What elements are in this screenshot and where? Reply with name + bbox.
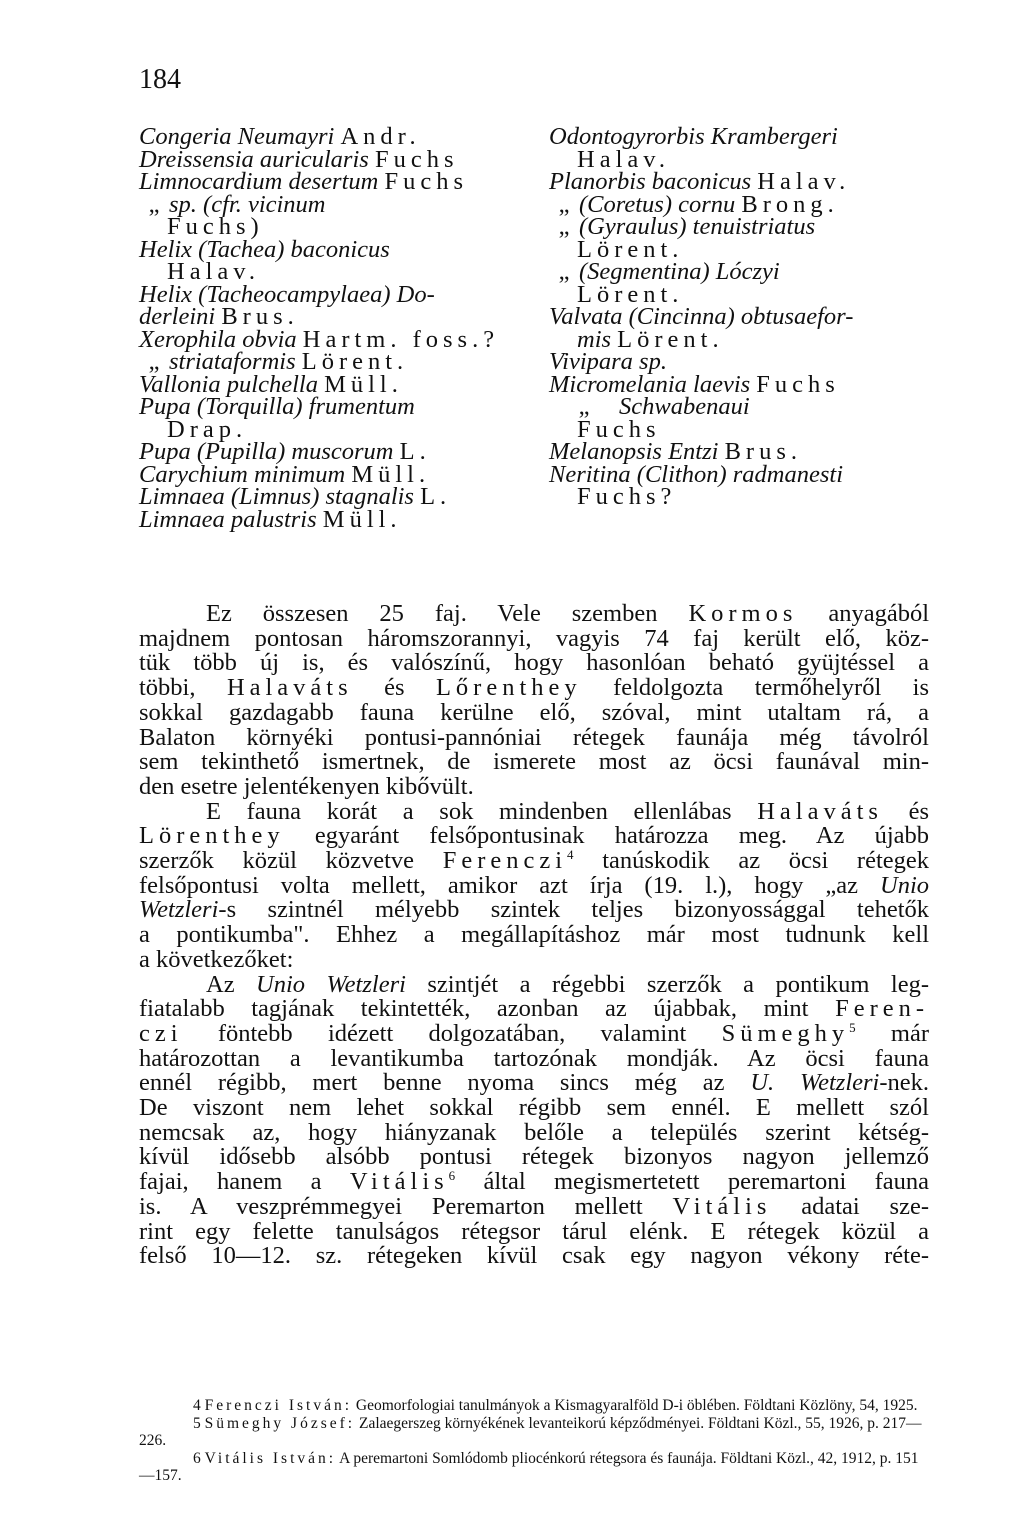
footnote: 6 Vitális István: A peremartoni Somlódomb pliocénkorú rétegsora és faunája. Földtani Közl., 42, 1912, p. 151—157.	[139, 1449, 919, 1485]
body-line: majdnem pontosan háromszorannyi, vagyis 74 faj került elő, köz-	[139, 624, 929, 652]
species-name: Limnocardium desertum	[139, 168, 379, 195]
species-name: Micromelania laevis	[549, 370, 751, 398]
body-line: felsőpontusi volta mellett, amikor azt írja (19. l.), hogy „az Unio	[139, 871, 930, 899]
species-entry	[549, 483, 853, 510]
species-name: Melanopsis Entzi	[549, 438, 719, 465]
species-name: Odontogyrorbis Krambergeri	[549, 123, 838, 150]
footnote: 5 Sümeghy József: Zalaegerszeg környékének levanteikorú képződményei. Földtani Közl., 55, 1926, p. 217—226.	[139, 1414, 922, 1450]
species-name: Dreissensia auricularis	[139, 145, 369, 173]
species-author: Lörent.	[577, 280, 684, 308]
body-line: Balaton környéki pontusi-pannóniai rétegek faunája még távolról	[139, 723, 929, 751]
footnote-ref: 5	[849, 1019, 856, 1035]
species-author: Fuchs	[577, 415, 661, 443]
species-name: Neritina (Clithon) radmanesti	[549, 460, 843, 488]
body-line: többi, Halaváts és Lőrenthey feldolgozta termőhelyről is	[139, 674, 930, 702]
ditto-mark: „	[558, 213, 570, 240]
species-author: Hartm. foss.?	[302, 325, 500, 353]
species-name: Vallonia pulchella	[139, 370, 318, 398]
body-line: fajai, hanem a Vitális$^6$ által megismertetett peremartoni fauna	[139, 1168, 930, 1196]
body-line: a következőket:	[139, 945, 294, 973]
species-name: Xerophila obvia	[139, 325, 297, 353]
species-name: Carychium minimum	[139, 460, 346, 488]
body-line: felső 10—12. sz. rétegeken kívül csak egy nagyon vékony réte-	[139, 1242, 929, 1270]
page-number: 184	[139, 64, 181, 95]
species-name: (Segmentina) Lóczyi	[579, 258, 780, 285]
author-name: Vitális	[349, 1168, 449, 1196]
body-line: sem tekinthető ismertnek, de ismerete most az öcsi faunával min-	[139, 748, 929, 776]
body-line: fiatalabb tagjának tekintették, azonban az újabbak, mint Feren-	[139, 995, 930, 1023]
species-author: Drap.	[167, 415, 248, 443]
footnote-author: Vitális István:	[204, 1449, 337, 1467]
species-author: Fuchs	[374, 145, 459, 173]
body-line: rint egy felette tanulságos rétegsor tárul elénk. E rétegek közül a	[139, 1217, 929, 1245]
species-author: Müll.	[324, 370, 403, 398]
body-line: a pontikumba". Ehhez a megállapításhoz már most tudnunk kell	[139, 921, 929, 949]
body-line: ennél régibb, mert benne nyoma sincs még az U. Wetzleri-nek.	[139, 1069, 930, 1097]
ditto-mark: „	[558, 190, 570, 218]
author-name: Feren-	[835, 995, 930, 1023]
body-line: Lörenthey egyaránt felsőpontusinak határozza meg. Az újabb	[139, 822, 929, 850]
footnotes	[139, 1397, 929, 1485]
species-author: Fuchs	[756, 370, 840, 398]
species-author: Andr.	[340, 123, 421, 150]
ditto-mark: „	[148, 190, 160, 218]
author-name: Halaváts	[757, 797, 883, 825]
species-author: Brus.	[221, 303, 299, 330]
species-author: Müll.	[351, 460, 431, 488]
species-author: L.	[420, 483, 452, 510]
body-line: tük több új is, és valószínű, hogy hasonlóan beható gyüjtéssel a	[139, 649, 929, 677]
species-author: Lörent.	[617, 325, 724, 353]
footnote-ref: 6	[448, 1168, 456, 1184]
body-line: kívül idősebb alsóbb pontusi rétegek bizonyos nagyon jellemző	[139, 1143, 929, 1171]
species-author: Brong.	[741, 190, 839, 218]
author-name: Sümeghy	[721, 1019, 850, 1047]
footnote: 4 Ferenczi István: Geomorfologiai tanulmányok a Kismagyaralföld D-i öblében. Földtani Közlöny, 54, 1925.	[193, 1397, 918, 1414]
body-text	[139, 602, 929, 1269]
body-line: határozottan a levantikumba tartozónak mondják. Az öcsi fauna	[139, 1044, 929, 1072]
species-list-right	[549, 123, 854, 510]
species-name: Limnaea palustris	[139, 505, 317, 533]
author-name: Lörenthey	[139, 822, 285, 850]
species-name: sp. (cfr. vicinum	[169, 190, 326, 218]
body-line: is. A veszprémmegyei Peremarton mellett Vitális adatai sze-	[139, 1192, 929, 1220]
author-name: czi	[139, 1019, 183, 1047]
species-author: Halav.	[757, 168, 851, 195]
species-author: Fuchs?	[577, 483, 677, 510]
species-author: Müll.	[322, 505, 402, 533]
body-line: Az Unio Wetzleri szintjét a régebbi szerzők a pontikum leg-	[206, 970, 929, 998]
species-name: Congeria Neumayri	[139, 123, 335, 150]
species-name: Pupa (Pupilla) muscorum	[139, 438, 394, 465]
species-name: Schwabenaui	[619, 393, 750, 420]
footnote-author: Sümeghy József:	[204, 1414, 356, 1432]
ditto-mark: „	[578, 393, 590, 420]
author-name: Vitális	[672, 1192, 772, 1220]
species-author: Lörent.	[301, 348, 409, 375]
species-author: Brus.	[724, 438, 803, 465]
species-entry	[139, 505, 499, 533]
ditto-mark: „	[148, 348, 160, 375]
species-author: Lörent.	[577, 235, 684, 263]
species-name: Vivipara sp.	[549, 348, 667, 375]
species-name: Limnaea (Limnus) stagnalis	[139, 483, 414, 510]
species-author: L.	[399, 438, 431, 465]
body-line: Ez összesen 25 faj. Vele szemben Kormos anyagából	[206, 600, 930, 627]
species-author: Fuchs)	[167, 213, 264, 240]
species-author: Halav.	[577, 145, 671, 173]
species-author: Halav.	[167, 258, 261, 285]
body-line: De viszont nem lehet sokkal régibb sem ennél. E mellett szól	[139, 1094, 929, 1122]
body-line: szerzők közül közvetve Ferenczi$^4$ tanúskodik az öcsi rétegek	[139, 846, 930, 875]
species-name: (Gyraulus) tenuistriatus	[579, 213, 816, 240]
body-line: sokkal gazdagabb fauna kerülne elő, szóval, mint utaltam rá, a	[139, 698, 929, 726]
author-name: Kormos	[688, 600, 798, 627]
species-author: Fuchs	[384, 168, 468, 195]
species-name: (Coretus) cornu	[579, 190, 736, 218]
species-list-left	[139, 123, 500, 533]
body-line: E fauna korát a sok mindenben ellenlábas Halaváts és	[206, 797, 930, 825]
author-name: Ferenczi	[442, 847, 568, 875]
species-name: Valvata (Cincinna) obtusaefor-	[549, 303, 854, 330]
footnote-ref: 4	[567, 846, 574, 862]
species-name: striataformis	[169, 348, 296, 375]
author-name: Halaváts	[226, 674, 353, 702]
species-name: Helix (Tachea) baconicus	[139, 235, 390, 263]
body-line: czi föntebb idézett dolgozatában, valamint Sümeghy$^5$ már	[139, 1019, 929, 1047]
body-line: Wetzleri-s szintnél mélyebb szintek teljes bizonyossággal tehetők	[139, 896, 929, 924]
ditto-mark: „	[558, 258, 570, 285]
species-name: Helix (Tacheocampylaea) Do-	[139, 280, 435, 308]
body-line: den esetre jelentékenyen kibővült.	[139, 772, 474, 800]
author-name: Lőrenthey	[435, 674, 582, 702]
footnote-author: Ferenczi István:	[204, 1397, 353, 1414]
species-name: Planorbis baconicus	[549, 168, 752, 195]
body-line: nemcsak az, hogy hiányzanak belőle a település szerint kétség-	[139, 1118, 929, 1146]
species-name: Pupa (Torquilla) frumentum	[139, 393, 415, 420]
species-name: mis	[577, 325, 612, 353]
species-name: derleini	[139, 303, 216, 330]
